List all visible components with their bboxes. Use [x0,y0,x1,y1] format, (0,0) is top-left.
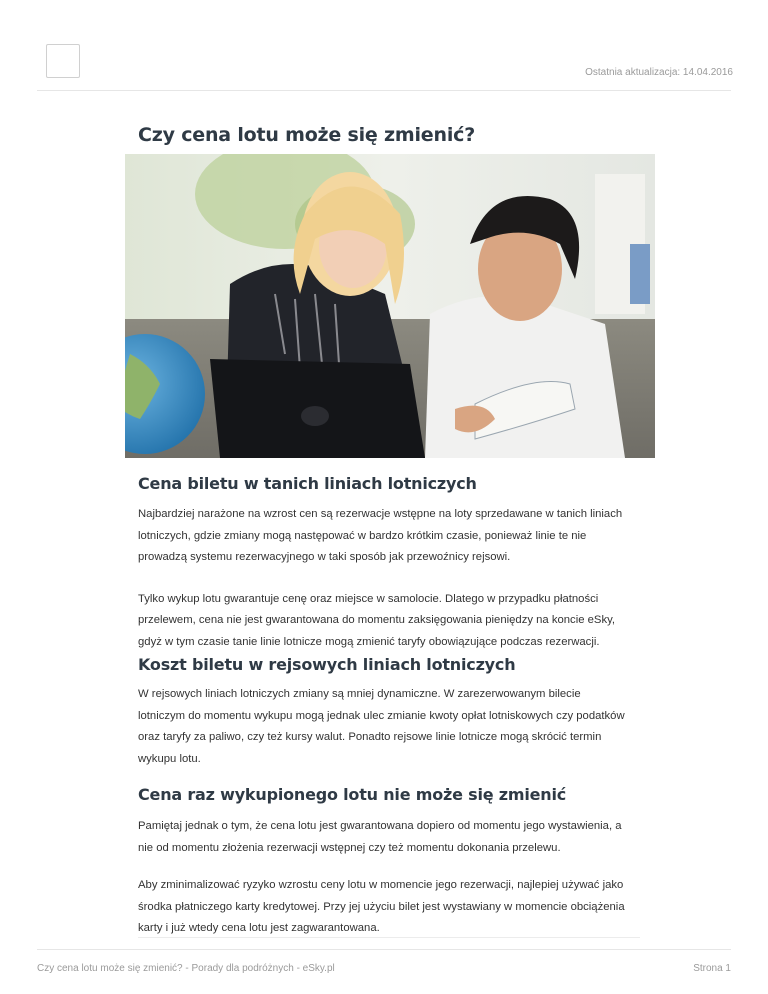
section-heading-purchased: Cena raz wykupionego lotu nie może się zmienić [138,785,567,804]
article-title: Czy cena lotu może się zmienić? [138,124,476,146]
section-body-low-cost [138,504,622,654]
paragraph: Aby zminimalizować ryzyko wzrostu ceny lotu w momencie jego rezerwacji, najlepiej używać jako środka płatniczego karty kredytowej. Przy jej użyciu bilet jest wystawiany w momencie obciążenia karty i już wtedy cena lotu jest zagwarantowana. [138,879,625,935]
couple-with-laptop-illustration [125,154,655,458]
page-footer [37,949,731,974]
logo-placeholder [46,44,80,78]
section-body-scheduled [138,684,625,770]
footer-page-number: Strona 1 [693,963,731,974]
paragraph: Najbardziej narażone na wzrost cen są rezerwacje wstępne na loty sprzedawane w tanich liniach lotniczych, gdzie zmiany mogą następować w bardzo krótkim czasie, ponieważ linie te nie prowadzą systemu rezerwacyjnego w taki sposób jak przewoźnicy rejsowi. [138,508,623,564]
content-divider [138,937,640,938]
paragraph: Pamiętaj jednak o tym, że cena lotu jest gwarantowana dopiero od momentu jego wystawienia, a nie od momentu złożenia rezerwacji wstępnej czy też momentu dokonania przelewu. [138,820,622,854]
section-heading-low-cost: Cena biletu w tanich liniach lotniczych [138,474,477,493]
section-body-purchased [138,816,625,940]
last-updated-text: Ostatnia aktualizacja: 14.04.2016 [585,67,733,78]
hero-photo [125,154,655,458]
paragraph: Tylko wykup lotu gwarantuje cenę oraz miejsce w samolocie. Dlatego w przypadku płatności przelewem, cena nie jest gwarantowana do momentu zaksięgowania pieniędzy na koncie eSky, gdyż w tym czasie tanie linie lotnicze mogą zmienić taryfy obowiązujące podczas rezerwacji. [138,592,616,648]
paragraph: W rejsowych liniach lotniczych zmiany są mniej dynamiczne. W zarezerwowanym bilecie lotniczym do momentu wykupu mogą jednak ulec zmianie kwoty opłat lotniskowych czy podatków oraz taryfy za paliwo, czy też kursy walut. Ponadto rejsowe linie lotnicze mogą skrócić termin wykupu lotu. [138,688,625,765]
section-heading-scheduled: Koszt biletu w rejsowych liniach lotniczych [138,655,516,674]
footer-page-title: Czy cena lotu może się zmienić? - Porady dla podróżnych - eSky.pl [37,963,335,974]
page-header [37,0,731,91]
